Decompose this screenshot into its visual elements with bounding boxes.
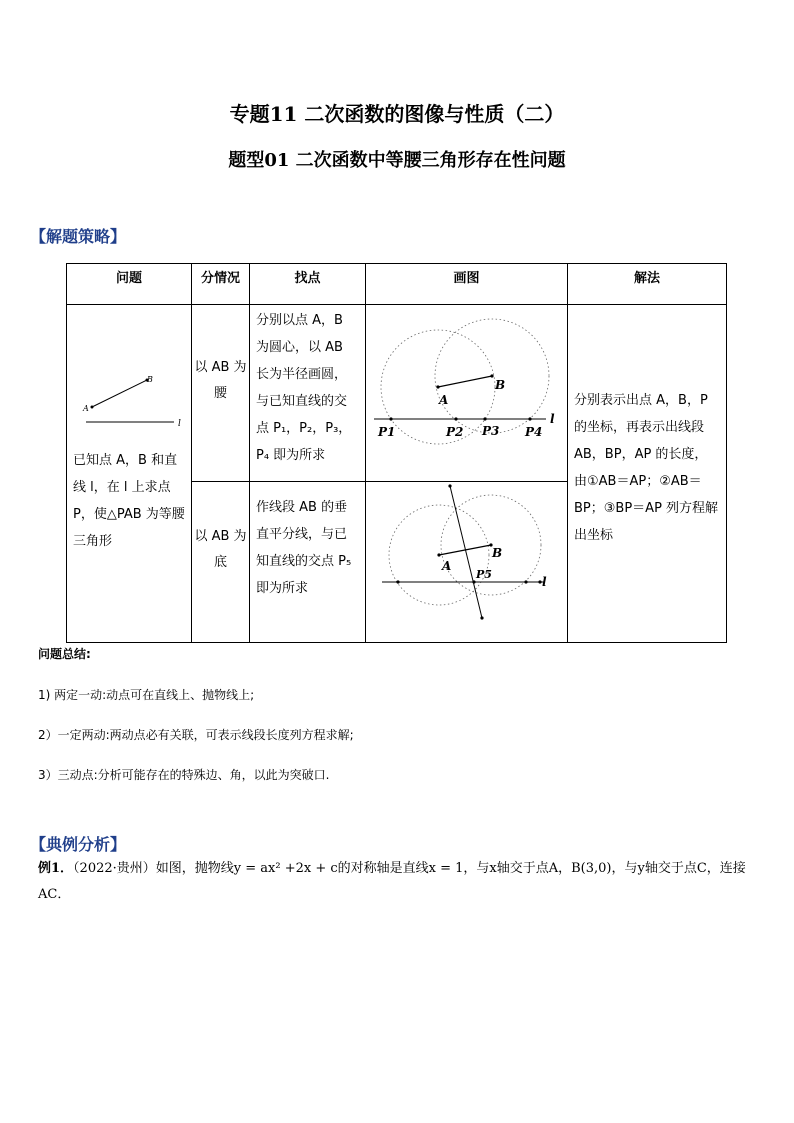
svg-text:A: A bbox=[439, 393, 449, 407]
svg-text:B: B bbox=[495, 378, 506, 392]
case1-category: 以 AB 为腰 bbox=[194, 360, 247, 401]
svg-text:B: B bbox=[492, 546, 503, 560]
svg-text:P1: P1 bbox=[378, 425, 396, 439]
case1-category-cell bbox=[192, 305, 250, 482]
svg-text:l: l bbox=[542, 575, 547, 589]
example-text: （2022·贵州）如图，抛物线y = ax² +2x + c的对称轴是直线x = 1，与x轴交于点A，B(3,0)，与y轴交于点C，连接AC． bbox=[38, 861, 746, 902]
solution-cell bbox=[568, 305, 727, 643]
summary-item: 1) 两定一动:动点可在直线上、抛物线上; bbox=[38, 688, 255, 702]
summary-heading: 问题总结: bbox=[38, 647, 91, 661]
svg-text:l: l bbox=[178, 419, 181, 429]
problem-figure bbox=[67, 305, 191, 455]
page-title: 专题11 二次函数的图像与性质（二） bbox=[229, 102, 565, 126]
svg-text:A: A bbox=[442, 559, 452, 573]
section-heading-examples: 【典例分析】 bbox=[30, 835, 127, 854]
svg-text:P2: P2 bbox=[446, 425, 464, 439]
svg-text:l: l bbox=[550, 412, 555, 426]
header-solution: 解法 bbox=[568, 264, 727, 305]
base-construction-figure bbox=[366, 482, 567, 642]
legs-construction-figure bbox=[366, 305, 567, 481]
header-problem: 问题 bbox=[67, 264, 192, 305]
svg-text:B: B bbox=[147, 375, 153, 384]
case1-figure-cell bbox=[366, 305, 568, 482]
case2-category: 以 AB 为底 bbox=[194, 529, 247, 570]
case2-find-cell bbox=[250, 482, 366, 643]
svg-text:P4: P4 bbox=[525, 425, 543, 439]
svg-text:A: A bbox=[83, 404, 89, 413]
header-drawing: 画图 bbox=[366, 264, 568, 305]
table-row bbox=[67, 305, 727, 482]
header-find-point: 找点 bbox=[250, 264, 366, 305]
page-subtitle: 题型01 二次函数中等腰三角形存在性问题 bbox=[228, 150, 566, 171]
header-cases: 分情况 bbox=[192, 264, 250, 305]
case2-category-cell bbox=[192, 482, 250, 643]
strategy-table bbox=[66, 263, 727, 643]
case2-figure-cell bbox=[366, 482, 568, 643]
table-header-row bbox=[67, 264, 727, 305]
svg-text:P5: P5 bbox=[476, 568, 492, 581]
example-1 bbox=[38, 856, 760, 908]
case1-find-cell bbox=[250, 305, 366, 482]
section-heading-strategy: 【解题策略】 bbox=[30, 227, 127, 246]
summary-item: 2）一定两动:两动点必有关联，可表示线段长度列方程求解; bbox=[38, 728, 354, 742]
problem-text: 已知点 A，B 和直线 l，在 l 上求点 P，使△PAB 为等腰三角形 bbox=[73, 453, 185, 549]
summary-item: 3）三动点:分析可能存在的特殊边、角，以此为突破口. bbox=[38, 768, 330, 782]
example-label: 例1． bbox=[38, 861, 74, 876]
case1-find-text: 分别以点 A，B 为圆心，以 AB 长为半径画圆，与已知直线的交点 P₁，P₂，P₃，P₄ 即为所求 bbox=[256, 313, 352, 463]
svg-text:P3: P3 bbox=[482, 424, 500, 438]
case2-find-text: 作线段 AB 的垂直平分线，与已知直线的交点 P₅即为所求 bbox=[256, 500, 352, 596]
solution-text: 分别表示出点 A，B，P 的坐标，再表示出线段 AB，BP，AP 的长度，由①AB＝AP；②AB＝BP；③BP＝AP 列方程解出坐标 bbox=[574, 393, 719, 543]
problem-cell bbox=[67, 305, 192, 643]
